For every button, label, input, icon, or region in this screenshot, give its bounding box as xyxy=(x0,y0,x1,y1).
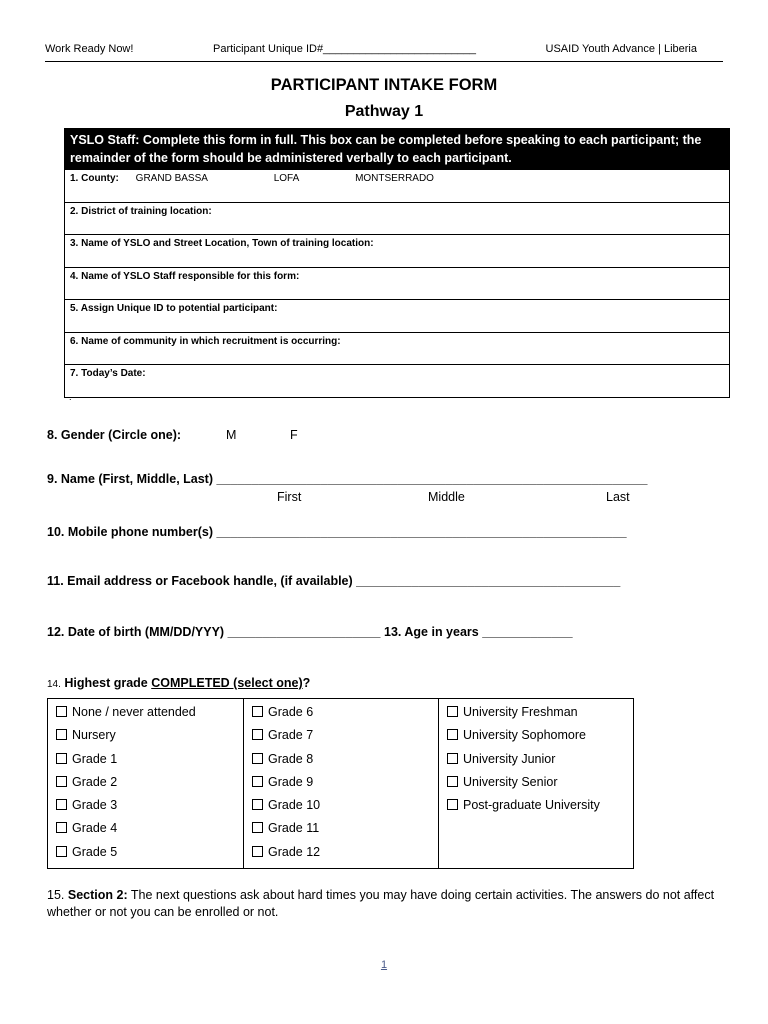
grade-option[interactable] xyxy=(56,701,243,724)
staff-row-label: 4. Name of YSLO Staff responsible for this form: xyxy=(70,270,300,282)
gender-option-f[interactable]: F xyxy=(290,428,298,442)
checkbox-icon[interactable] xyxy=(56,729,67,740)
grade-option[interactable] xyxy=(56,794,243,817)
staff-row-label: 6. Name of community in which recruitment is occurring: xyxy=(70,335,341,347)
grade-option-label: Grade 3 xyxy=(72,798,118,813)
grade-option-label: Grade 6 xyxy=(268,705,314,719)
header-divider xyxy=(45,61,723,62)
grade-option[interactable] xyxy=(447,794,633,817)
grade-option-label: Grade 7 xyxy=(268,728,314,743)
grade-option[interactable] xyxy=(447,701,633,724)
grade-option[interactable] xyxy=(252,701,438,724)
checkbox-icon[interactable] xyxy=(252,799,263,810)
name-first-caption: First xyxy=(277,490,302,504)
form-subtitle: Pathway 1 xyxy=(344,103,424,120)
grade-column xyxy=(48,699,244,868)
grade-option-label: Nursery xyxy=(72,728,116,743)
grade-table xyxy=(47,698,634,869)
grade-option[interactable] xyxy=(447,748,633,771)
staff-row-label: 3. Name of YSLO and Street Location, Town of training location: xyxy=(70,238,374,249)
checkbox-icon[interactable] xyxy=(56,706,67,717)
grade-option[interactable] xyxy=(56,748,243,771)
grade-option[interactable] xyxy=(56,724,243,747)
question-mobile[interactable] xyxy=(47,525,627,539)
grade-option[interactable] xyxy=(56,817,243,840)
question-highest-grade xyxy=(47,676,310,690)
checkbox-icon[interactable] xyxy=(252,729,263,740)
staff-row-community[interactable] xyxy=(65,332,729,365)
checkbox-icon[interactable] xyxy=(56,799,67,810)
section-number: 15. xyxy=(47,888,65,902)
grade-option-label: None / never attended xyxy=(72,705,196,719)
page-number: 1 xyxy=(380,959,388,971)
question-dob[interactable] xyxy=(47,625,573,639)
grade-option[interactable] xyxy=(56,841,243,864)
staff-instructions: YSLO Staff: Complete this form in full. This box can be completed before speaking to each participant; the remainder of the form should be administered verbally to each participant. xyxy=(65,129,729,169)
grade-option-label: Grade 1 xyxy=(72,751,118,766)
staff-box xyxy=(64,128,730,398)
question-number: 14. xyxy=(47,679,61,690)
checkbox-icon[interactable] xyxy=(56,822,67,833)
stray-mark: . xyxy=(69,392,72,402)
grade-option[interactable] xyxy=(447,771,633,794)
grade-option[interactable] xyxy=(252,771,438,794)
name-middle-caption: Middle xyxy=(428,490,465,504)
header-participant-id: Participant Unique ID#_________________________ xyxy=(213,43,477,55)
checkbox-icon[interactable] xyxy=(252,706,263,717)
checkbox-icon[interactable] xyxy=(252,822,263,833)
checkbox-icon[interactable] xyxy=(56,753,67,764)
name-last-caption: Last xyxy=(606,490,630,504)
staff-row-yslo-location[interactable] xyxy=(65,234,729,267)
grade-option-label: Grade 10 xyxy=(268,798,321,813)
county-option-grand-bassa[interactable]: GRAND BASSA xyxy=(135,173,208,184)
grade-option[interactable] xyxy=(252,724,438,747)
checkbox-icon[interactable] xyxy=(447,729,458,740)
page-header xyxy=(45,43,723,61)
question-label: 8. Gender (Circle one): xyxy=(47,428,182,442)
grade-option-label: Grade 2 xyxy=(72,774,118,789)
question-label: 10. Mobile phone number(s) ___________________________________________________________ xyxy=(47,525,627,539)
checkbox-icon[interactable] xyxy=(447,753,458,764)
grade-option-label: Grade 5 xyxy=(72,844,118,859)
section-heading: Section 2: xyxy=(67,888,128,902)
question-emphasis: COMPLETED (select one) xyxy=(151,676,303,690)
staff-row-staff-name[interactable] xyxy=(65,267,729,300)
staff-row-label: 1. County: xyxy=(70,173,119,184)
grade-option-label: University Freshman xyxy=(463,705,578,719)
grade-option[interactable] xyxy=(252,794,438,817)
grade-option-label: Grade 11 xyxy=(268,821,320,836)
staff-row-label: 2. District of training location: xyxy=(70,205,212,217)
checkbox-icon[interactable] xyxy=(252,753,263,764)
section-text: The next questions ask about hard times you may have doing certain activities. The answers do not affect whether or not you can be enrolled or not. xyxy=(47,888,715,919)
question-label: 9. Name (First, Middle, Last) ______________________________________________________________ xyxy=(47,472,648,486)
grade-option[interactable] xyxy=(447,724,633,747)
grade-option[interactable] xyxy=(252,841,438,864)
grade-option[interactable] xyxy=(252,817,438,840)
staff-row-date[interactable] xyxy=(65,364,729,397)
question-mark: ? xyxy=(302,676,311,690)
grade-option-label: University Senior xyxy=(463,774,558,789)
staff-row-county[interactable] xyxy=(65,169,729,202)
checkbox-icon[interactable] xyxy=(447,799,458,810)
staff-row-label: 7. Today’s Date: xyxy=(70,368,146,379)
checkbox-icon[interactable] xyxy=(252,776,263,787)
question-label: 11. Email address or Facebook handle, (if available) ______________________________________ xyxy=(47,574,621,588)
gender-option-m[interactable]: M xyxy=(226,428,237,442)
staff-row-district[interactable] xyxy=(65,202,729,235)
header-program: Work Ready Now! xyxy=(45,43,134,55)
county-option-montserrado[interactable]: MONTSERRADO xyxy=(355,173,434,184)
grade-column xyxy=(439,699,633,868)
grade-option-label: University Junior xyxy=(463,751,556,766)
grade-option-label: Grade 9 xyxy=(268,774,314,789)
grade-option[interactable] xyxy=(56,771,243,794)
question-label: 12. Date of birth (MM/DD/YYY) ______________________ xyxy=(47,625,381,639)
checkbox-icon[interactable] xyxy=(56,776,67,787)
county-option-lofa[interactable]: LOFA xyxy=(273,173,300,184)
grade-option-label: Grade 8 xyxy=(268,751,314,766)
checkbox-icon[interactable] xyxy=(447,776,458,787)
checkbox-icon[interactable] xyxy=(447,706,458,717)
grade-option[interactable] xyxy=(252,748,438,771)
question-gender xyxy=(47,428,181,442)
grade-option-label: Grade 4 xyxy=(72,821,118,836)
section-2-intro xyxy=(47,887,727,921)
grade-option-label: University Sophomore xyxy=(463,728,586,743)
checkbox-icon[interactable] xyxy=(56,846,67,857)
checkbox-icon[interactable] xyxy=(252,846,263,857)
grade-option-label: Post-graduate University xyxy=(463,798,600,813)
staff-row-unique-id[interactable] xyxy=(65,299,729,332)
grade-column xyxy=(244,699,439,868)
grade-option-label: Grade 12 xyxy=(268,844,321,859)
question-email[interactable] xyxy=(47,574,620,588)
question-age[interactable]: 13. Age in years _____________ xyxy=(384,625,573,639)
question-label: Highest grade xyxy=(64,676,152,690)
question-name[interactable] xyxy=(47,472,648,486)
header-project: USAID Youth Advance | Liberia xyxy=(545,43,697,55)
form-title: PARTICIPANT INTAKE FORM xyxy=(270,76,498,94)
staff-row-label: 5. Assign Unique ID to potential participant: xyxy=(70,303,278,314)
